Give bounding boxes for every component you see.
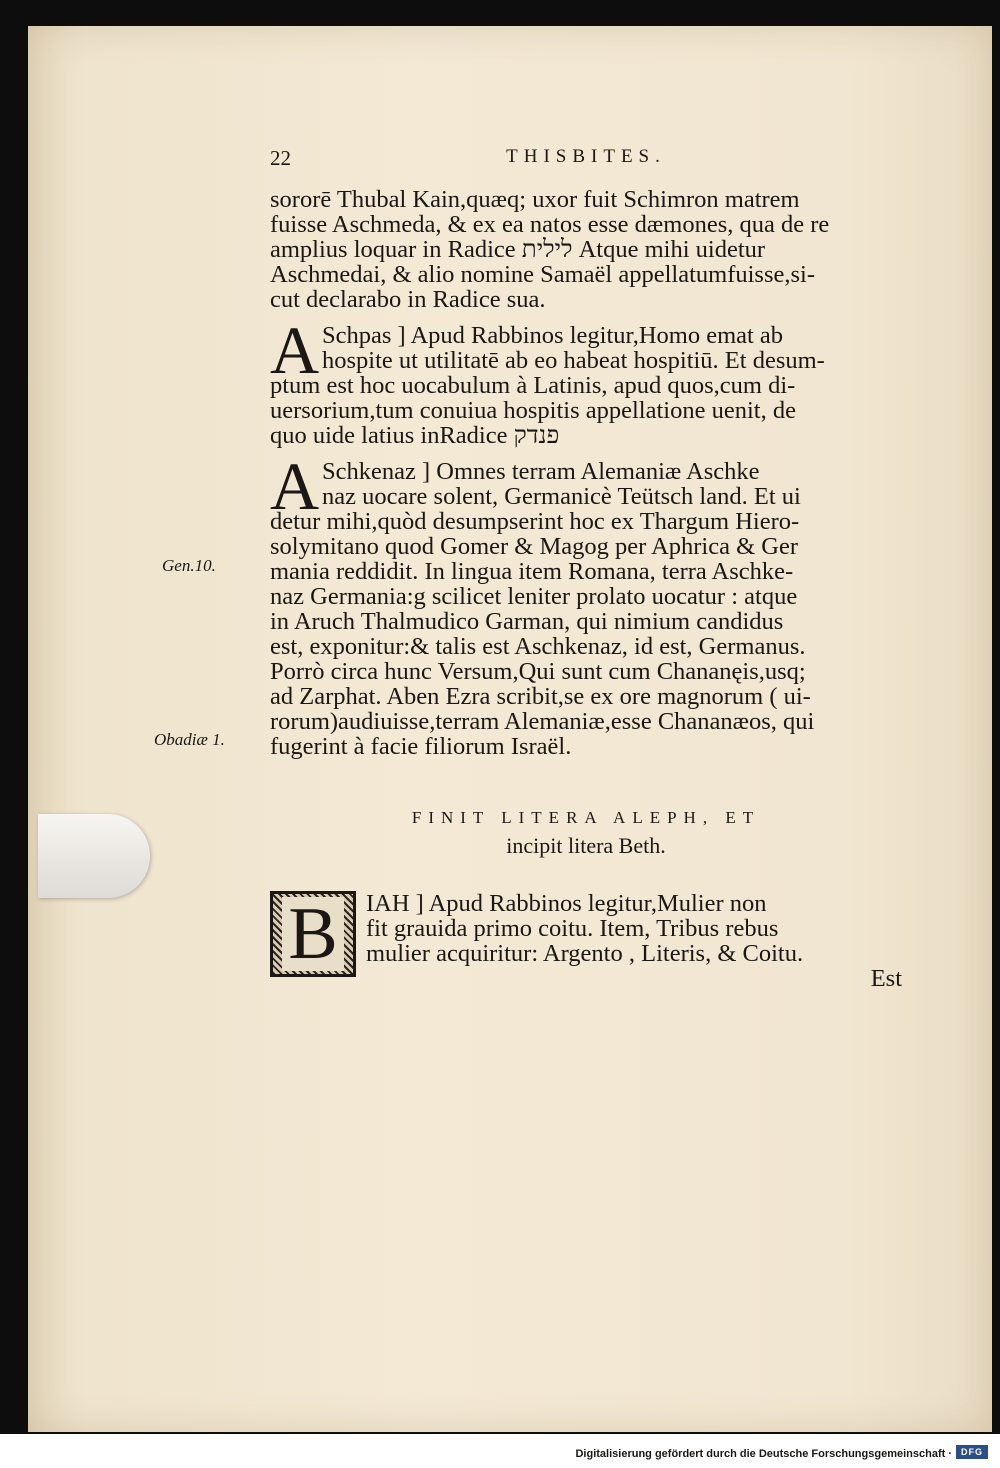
text-line: mania reddidit. In lingua item Romana, terra Aschke- [270,559,794,584]
main-text [270,146,902,991]
footer-credit: Digitalisierung gefördert durch die Deutsche Forschungsgemeinschaft · [575,1448,952,1460]
text-line: mulier acquiritur: Argento , Literis, & Coitu. [366,941,804,966]
woodcut-letter: B [282,897,343,971]
page-clip [38,814,150,898]
text-line: rorum)audiuisse,terram Alemaniæ,esse Chananæos, qui [270,709,815,734]
text-line: quo uide latius inRadice פנדק [270,423,560,448]
woodcut-initial [270,891,356,977]
catchword: Est [870,966,902,991]
paragraph-aschmedai [270,187,902,312]
text-line: ptum est hoc uocabulum à Latinis, apud quos,cum di- [270,373,796,398]
drop-cap: A [270,312,320,388]
text-line: fuisse Aschmeda, & ex ea natos esse dæmones, qua de re [270,212,830,237]
running-head [270,146,902,176]
paragraph-aschkenaz [270,448,902,759]
margin-note-obadiah: Obadiæ 1. [154,730,225,749]
text-line: Schpas ] Apud Rabbinos legitur,Homo emat ab [322,323,784,348]
text-line: hospite ut utilitatē ab eo habeat hospitiū. Et desum- [322,348,825,373]
text-line: sororē Thubal Kain,quæq; uxor fuit Schimron matrem [270,187,800,212]
text-line: fit grauida primo coitu. Item, Tribus rebus [366,916,779,941]
text-line: ad Zarphat. Aben Ezra scribit,se ex ore magnorum ( ui- [270,684,811,709]
text-line: Porrò circa hunc Versum,Qui sunt cum Chananęis,usq; [270,659,806,684]
text-line: uersorium,tum conuiua hospitis appellatione uenit, de [270,398,796,423]
text-line: detur mihi,quòd desumpserint hoc ex Thargum Hiero- [270,509,800,534]
text-line: Aschmedai, & alio nomine Samaël appellatumfuisse,si- [270,262,815,287]
paragraph-aschpas [270,312,902,448]
page-number: 22 [270,146,291,170]
drop-cap: A [270,448,320,524]
paragraph-biah [270,891,902,991]
text-line: fugerint à facie filiorum Israël. [270,734,572,759]
text-line: Schkenaz ] Omnes terram Alemaniæ Aschke [322,459,760,484]
margin-note-genesis: Gen.10. [162,556,216,575]
text-line: naz uocare solent, Germanicè Teütsch land. Et ui [322,484,801,509]
running-title: THISBITES. [506,146,666,167]
text-line: solymitano quod Gomer & Magog per Aphrica & Ger [270,534,799,559]
text-line: in Aruch Thalmudico Garman, qui nimium candidus [270,609,784,634]
text-line: cut declarabo in Radice sua. [270,287,546,312]
text-line: naz Germania:g scilicet leniter prolato uocatur : atque [270,584,798,609]
text-line: IAH ] Apud Rabbinos legitur,Mulier non [366,891,767,916]
footer-bar [0,1434,1000,1468]
section-heading-subline: incipit litera Beth. [506,833,666,858]
text-line: est, exponitur:& talis est Aschkenaz, id est, Germanus. [270,634,806,659]
dfg-logo-icon: DFG [956,1445,988,1459]
text-line: amplius loquar in Radice לילית Atque mihi uidetur [270,237,766,262]
section-heading-line: FINIT LITERA ALEPH, ET [411,808,761,827]
section-heading [270,805,902,861]
